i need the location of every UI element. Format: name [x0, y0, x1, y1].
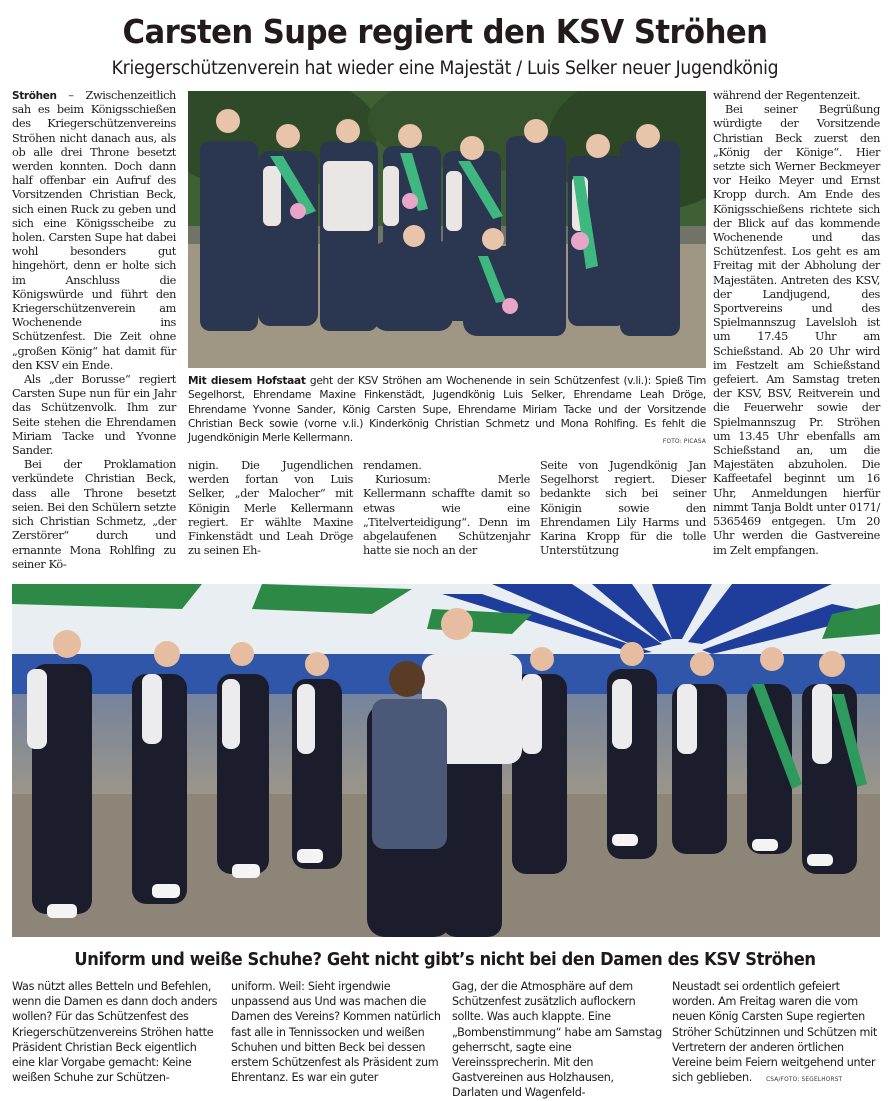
paragraph: Seite von Jugendkönig Jan Segelhorst regiert. Dieser bedankte sich bei seiner Königin sowie den Ehrendamen Lily Harms und Karina Kropp für die tolle Unterstützung: [540, 459, 706, 558]
group-photo-illustration: [188, 91, 706, 368]
article-column-4: [540, 459, 706, 558]
paragraph: Bei seiner Begrüßung würdigte der Vorsitzende Christian Beck zuerst den „König der Könige“. Hier setzte sich Werner Beckmeyer vor Heiko Meyer und Ernst Kropp durch. Am Ende des Königsschießens richtete sich der Blick auf das kommende Wochenende und das Schützenfest. Los geht es am Freitag mit der Abholung der Majestäten. Antreten des KSV, der Landjugend, des Sportvereins und des Spielmannszug Lavelsloh ist um 17.45 Uhr am Schießstand. Ab 20 Uhr wird im Festzelt am Schießstand gefeiert. Am Samstag treten der KSV, BSV, Reitverein und die Feuerwehr sowie der Spielmannszug Pr. Ströhen um 13.45 Uhr ebenfalls am Schießstand an, um die Majestäten abzuholen. Die Kaffeetafel beginnt um 16 Uhr, Anmeldungen hierfür nimmt Tanja Boldt unter 0171/ 5365469 entgegen. Um 20 Uhr werden die Gastvereine im Zelt empfangen.: [713, 103, 880, 557]
article2-column-1: Was nützt alles Betteln und Befehlen, wenn die Damen es dann doch anders wollen? Für das Schützenfest des Kriegerschützenvereins Ströhen hatte Präsident Christian Beck eigentlich eine klar Vorgabe gemacht: Keine weißen Schuhe zur Schützen-: [12, 980, 218, 1085]
photo-hofstaat: [188, 91, 706, 368]
paragraph: nigin. Die Jugendlichen werden fortan von Luis Selker, „der Malocher“ mit Königin Merle Kellermann regiert. Er wählte Maxine Finkenstädt und Leah Dröge zu seinen Eh-: [188, 459, 353, 558]
paragraph-text: – Zwischenzeitlich sah es beim Königsschießen des Kriegerschützenvereins Ströhen nicht danach aus, als ob alle drei Throne besetzt werden konnten. Doch dann half offenbar ein Aufruf des Vorsitzenden Christian Beck, sich einen Ruck zu geben und sich eine Königsscheibe zu holen. Carsten Supe hat dabei wohl besonders gut hingehört, denn er holte sich im Anschluss die Königswürde und führt den Kriegerschützenverein am Wochenende ins Schützenfest. Die Zeit ohne „großen König“ hat damit für den KSV ein Ende.: [12, 89, 176, 372]
caption-text: geht der KSV Ströhen am Wochenende in sein Schützenfest (v.li.): Spieß Tim Segelhorst, Ehrendame Maxine Finkenstädt, Jugendkönig Luis Selker, Ehrendame Leah Dröge, Ehrendame Yvonne Sander, König Carsten Supe, Ehrendame Miriam Tacke und der Vorsitzende Christian Beck sowie (vorne v.li.) Kinderkönig Christian Schmetz und Mona Rohlfing. Es fehlt die Jugendkönigin Merle Kellermann.: [188, 375, 706, 445]
article2-headline: Uniform und weiße Schuhe? Geht nicht gibt’s nicht bei den Damen des KSV Ströhen: [74, 950, 816, 970]
dateline: Ströhen: [12, 90, 57, 102]
article-column-1: [12, 89, 176, 572]
paragraph-text: Neustadt sei ordentlich gefeiert worden. Am Freitag waren die vom neuen König Carsten Supe regierten Ströher Schützinnen und Schützen mit Vertretern der anderen örtlichen Vereine beim Feiern weitgehend unter sich geblieben.: [672, 980, 877, 1085]
article-column-5: [713, 89, 880, 558]
dance-photo-illustration: [12, 584, 880, 937]
photo-ehrentanz: [12, 584, 880, 937]
paragraph: während der Regentenzeit.: [713, 89, 861, 102]
article2-column-4: [672, 979, 882, 1088]
photo-credit: FOTO: PICASA: [662, 439, 706, 446]
article-column-3: [363, 459, 530, 558]
paragraph: Als „der Borusse“ regiert Carsten Supe nun für ein Jahr das Schützenvolk. Ihm zur Seite stehen die Ehrendamen Miriam Tacke und Yvonne Sander.: [12, 373, 176, 458]
paragraph: rendamen.: [363, 459, 422, 472]
paragraph: Bei der Proklamation verkündete Christian Beck, dass alle Throne besetzt seien. Bei den Schülern setzte sich Christian Schmetz, „der Zerstörer“ durch und ernannte Mona Rohlfing zu seiner Kö-: [12, 458, 176, 571]
subheadline: Kriegerschützenverein hat wieder eine Majestät / Luis Selker neuer Jugendkönig: [111, 58, 779, 79]
paragraph-intro: [12, 89, 176, 373]
headline: Carsten Supe regiert den KSV Ströhen: [122, 12, 768, 51]
article2-column-3: Gag, der die Atmosphäre auf dem Schützenfest zusätzlich auflockern sollte. Was auch klappte. Eine „Bombenstimmung“ habe am Samstag geherrscht, sagte eine Vereinssprecherin. Mit den Gastvereinen aus Holzhausen, Darlaten und Wagenfeld-: [452, 980, 662, 1100]
photo-caption: [188, 374, 706, 449]
article2-column-2: uniform. Weil: Sieht irgendwie unpassend aus Und was machen die Damen des Vereins? Kommen natürlich fast alle in Tennissocken und weißen Schuhen und bitten Beck bei dessen erstem Schützenfest als Präsident zum Ehrentanz. Es war ein guter: [231, 980, 441, 1085]
paragraph: Kuriosum: Merle Kellermann schaffte damit so etwas wie eine „Titelverteidigung“. Denn im abgelaufenen Schützenjahr hatte sie noch an der: [363, 473, 530, 558]
caption-lead: Mit diesem Hofstaat: [188, 375, 306, 387]
article-column-2: [188, 459, 353, 558]
photo-credit: CSA/FOTO: SEGELHORST: [766, 1077, 843, 1084]
